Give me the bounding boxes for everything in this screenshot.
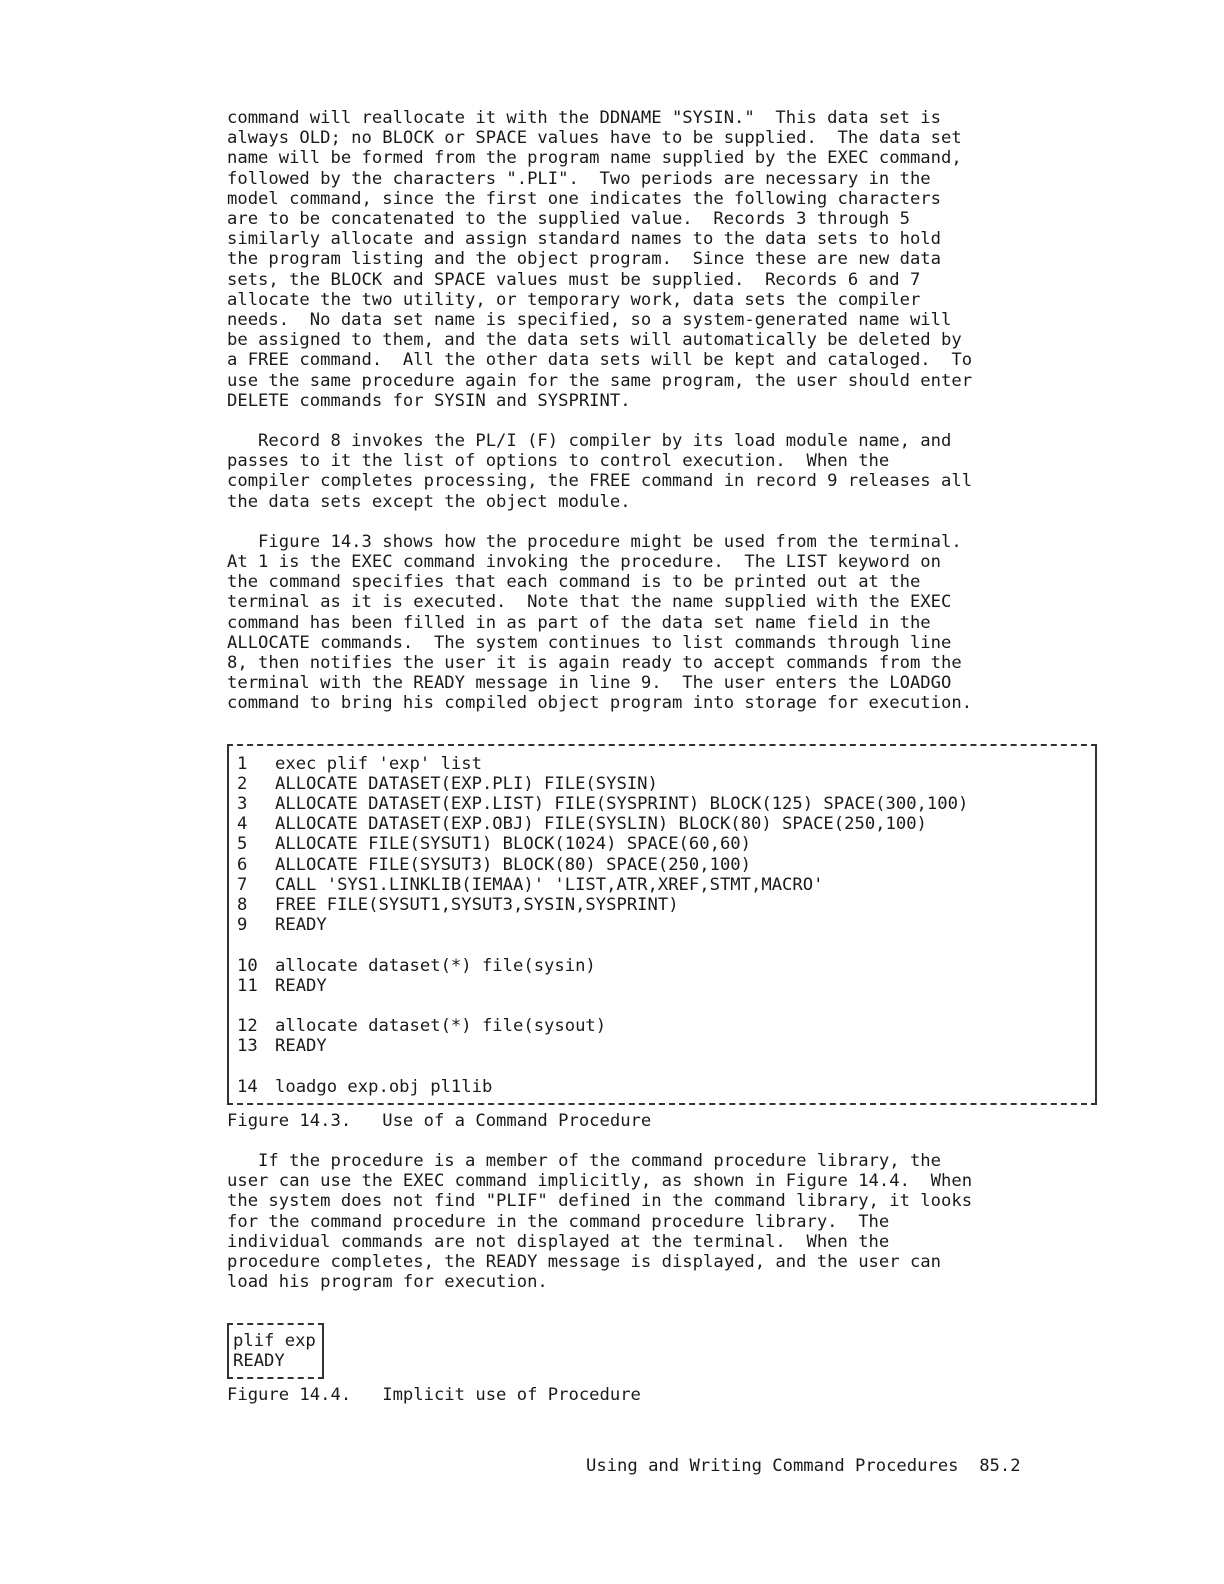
line-text: loadgo exp.obj pl1lib [275,1076,493,1097]
figure-14-3-line [237,855,1095,875]
figure-14-4-box [227,1323,324,1379]
figure-14-3-line [237,1057,1095,1077]
line-number: 11 [237,975,258,996]
line-text: ALLOCATE DATASET(EXP.PLI) FILE(SYSIN) [275,773,658,794]
line-text: ALLOCATE DATASET(EXP.OBJ) FILE(SYSLIN) BLOCK(80) SPACE(250,100) [275,814,927,835]
figure-14-3-line [237,814,1095,834]
paragraph-2: Record 8 invokes the PL/I (F) compiler by its load module name, and passes to it the list of options to control execution. When the compiler completes processing, the FREE command in record 9 releases all the data sets except the object module. [227,431,973,512]
line-text: exec plif 'exp' list [275,753,482,774]
line-number: 10 [237,955,258,976]
line-number: 13 [237,1036,258,1057]
paragraph-4: If the procedure is a member of the command procedure library, the user can use the EXEC command implicitly, as shown in Figure 14.4. When the system does not find "PLIF" defined in the command library, it looks for the command procedure in the command procedure library. The individual commands are not displayed at the terminal. When the procedure completes, the READY message is displayed, and the user can load his program for execution. [227,1151,973,1293]
figure-14-3-line [237,1036,1095,1056]
figure-14-3-line [237,1016,1095,1036]
figure-14-3-box [227,744,1097,1105]
line-number: 2 [237,773,248,794]
line-number: 12 [237,1016,258,1037]
line-text: READY [275,915,327,936]
line-number: 1 [237,753,248,774]
line-number: 5 [237,834,248,855]
figure-14-4-caption: Figure 14.4. Implicit use of Procedure [227,1384,641,1405]
figure-14-4-line: READY [233,1350,285,1371]
figure-14-3-line [237,774,1095,794]
line-number: 14 [237,1076,258,1097]
figure-14-3-line [237,996,1095,1016]
figure-14-3-line [237,895,1095,915]
figure-14-3-caption: Figure 14.3. Use of a Command Procedure [227,1110,652,1131]
figure-14-3-line [237,1077,1095,1097]
figure-14-3-line [237,956,1095,976]
figure-14-3-line [237,794,1095,814]
figure-14-3-line [237,834,1095,854]
line-number: 6 [237,854,248,875]
page-footer: Using and Writing Command Procedures 85.2 [586,1456,1021,1476]
line-number: 9 [237,915,248,936]
line-text: ALLOCATE FILE(SYSUT1) BLOCK(1024) SPACE(60,60) [275,834,751,855]
document-page [227,108,1107,1405]
line-number: 7 [237,874,248,895]
paragraph-1: command will reallocate it with the DDNAME "SYSIN." This data set is always OLD; no BLOCK or SPACE values have to be supplied. The data set name will be formed from the program name supplied by the EXEC command, followed by the characters ".PLI". Two periods are necessary in the model command, since the first one indicates the following characters are to be concatenated to the supplied value. Records 3 through 5 similarly allocate and assign standard names to the data sets to hold the program listing and the object program. Since these are new data sets, the BLOCK and SPACE values must be supplied. Records 6 and 7 allocate the two utility, or temporary work, data sets the compiler needs. No data set name is specified, so a system-generated name will be assigned to them, and the data sets will automatically be deleted by a FREE command. All the other data sets will be kept and cataloged. To use the same procedure again for the same program, the user should enter DELETE commands for SYSIN and SYSPRINT. [227,108,973,411]
line-text: FREE FILE(SYSUT1,SYSUT3,SYSIN,SYSPRINT) [275,895,679,915]
line-text: READY [275,1036,327,1057]
line-text: ALLOCATE FILE(SYSUT3) BLOCK(80) SPACE(250,100) [275,854,751,875]
line-text: ALLOCATE DATASET(EXP.LIST) FILE(SYSPRINT) BLOCK(125) SPACE(300,100) [275,794,969,815]
figure-14-3-line [237,875,1095,895]
figure-14-4-line: plif exp [233,1330,316,1351]
line-text: allocate dataset(*) file(sysout) [275,1016,607,1037]
figure-14-3-line [237,935,1095,955]
line-number: 3 [237,794,248,815]
figure-14-3-line [237,754,1095,774]
line-text: READY [275,975,327,996]
line-number: 4 [237,814,248,835]
figure-14-3-line [237,976,1095,996]
figure-14-3-line [237,915,1095,935]
line-text: CALL 'SYS1.LINKLIB(IEMAA)' 'LIST,ATR,XREF,STMT,MACRO' [275,874,824,895]
line-number: 8 [237,895,248,915]
line-text: allocate dataset(*) file(sysin) [275,955,596,976]
paragraph-3: Figure 14.3 shows how the procedure might be used from the terminal. At 1 is the EXEC command invoking the procedure. The LIST keyword on the command specifies that each command is to be printed out at the terminal as it is executed. Note that the name supplied with the EXEC command has been filled in as part of the data set name field in the ALLOCATE commands. The system continues to list commands through line 8, then notifies the user it is again ready to accept commands from the terminal with the READY message in line 9. The user enters the LOADGO command to bring his compiled object program into storage for execution. [227,531,973,714]
